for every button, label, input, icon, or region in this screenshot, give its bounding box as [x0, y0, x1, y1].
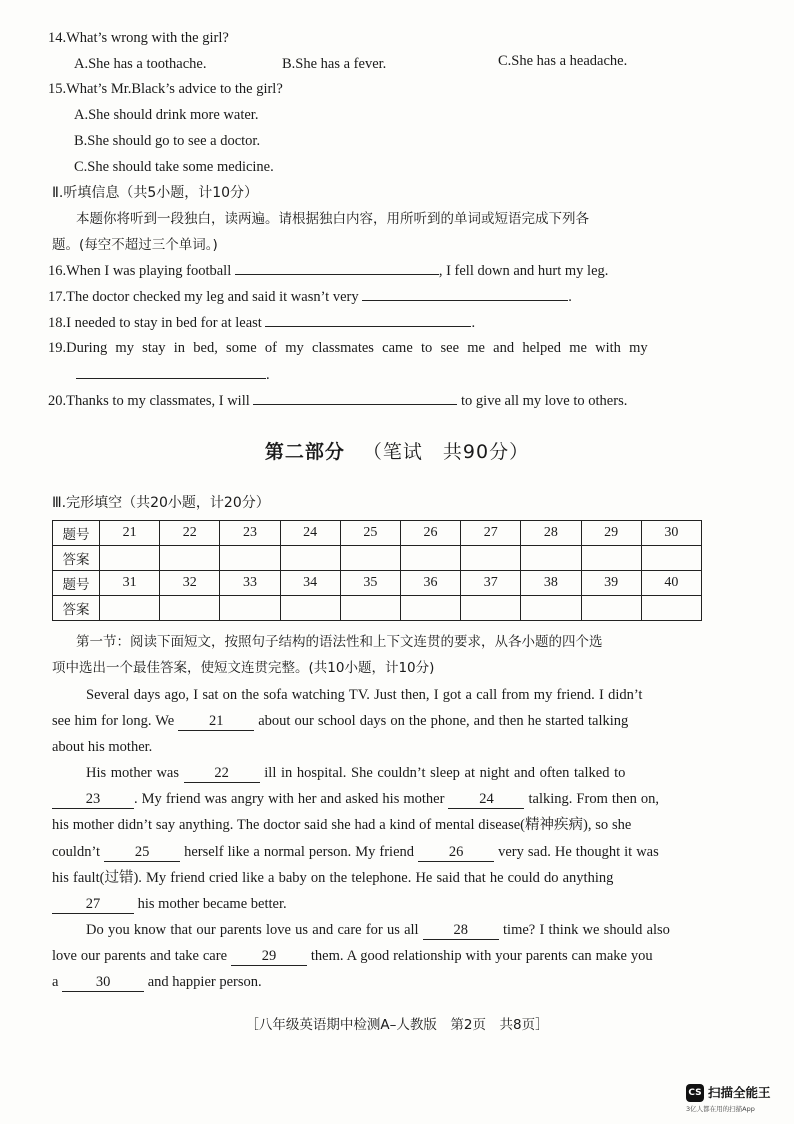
- answer-blank-16[interactable]: [235, 260, 439, 275]
- answer-cell[interactable]: [521, 596, 581, 621]
- passage-p2-line6: 27 his mother became better.: [52, 894, 702, 914]
- cloze-blank-27[interactable]: 27: [52, 895, 134, 914]
- answer-cell[interactable]: [581, 596, 641, 621]
- answer-blank-20[interactable]: [253, 390, 457, 405]
- passage-p1-line2: see him for long. We 21 about our school days on the phone, and then he started talking: [52, 713, 629, 729]
- passage-p2-line2: 23 . My friend was angry with her and asked his mother 24 talking. From then on,: [52, 789, 702, 809]
- scanner-watermark: [686, 1082, 790, 1116]
- answer-blank-18[interactable]: [265, 312, 471, 327]
- table-row-answers-2: [53, 596, 702, 621]
- cloze-blank-26[interactable]: 26: [418, 843, 494, 862]
- answer-cell[interactable]: [340, 546, 400, 571]
- cloze-blank-22[interactable]: 22: [184, 764, 260, 783]
- watermark-name: 扫描全能王: [708, 1085, 771, 1100]
- table-cell-number: 35: [340, 571, 400, 596]
- question-15-stem: 15.What’s Mr.Black’s advice to the girl?: [48, 81, 283, 97]
- table-label-answer: 答案: [53, 546, 100, 571]
- answer-cell[interactable]: [581, 546, 641, 571]
- question-14-stem: 14.What’s wrong with the girl?: [48, 30, 229, 46]
- part-2-title: 第二部分 （笔试 共90分）: [264, 441, 530, 463]
- table-cell-number: 25: [340, 521, 400, 546]
- cloze-blank-23[interactable]: 23: [52, 790, 134, 809]
- table-cell-number: 38: [521, 571, 581, 596]
- fill-question-20: 20.Thanks to my classmates, I will to give all my love to others.: [48, 390, 627, 411]
- fill-question-19: 19.During my stay in bed, some of my classmates came to see me and helped me with my: [48, 340, 648, 356]
- fill-question-19-cont: .: [76, 364, 270, 385]
- cloze-blank-21[interactable]: 21: [178, 712, 254, 731]
- answer-cell[interactable]: [100, 546, 160, 571]
- answer-blank-17[interactable]: [362, 286, 568, 301]
- table-cell-number: 29: [581, 521, 641, 546]
- fill-question-17: 17.The doctor checked my leg and said it wasn’t very .: [48, 286, 572, 307]
- table-row-question-numbers-1: [53, 521, 702, 546]
- section-2-instructions-line1: 本题你将听到一段独白，读两遍。请根据独白内容，用所听到的单词或短语完成下列各: [76, 211, 589, 227]
- table-cell-number: 34: [280, 571, 340, 596]
- passage-p1-line3: about his mother.: [52, 739, 153, 755]
- cs-logo-icon: CS: [686, 1084, 704, 1102]
- passage-p3-line3: a 30 and happier person.: [52, 974, 262, 990]
- table-cell-number: 33: [220, 571, 280, 596]
- cloze-blank-25[interactable]: 25: [104, 843, 180, 862]
- table-cell-number: 30: [641, 521, 701, 546]
- answer-cell[interactable]: [220, 546, 280, 571]
- section-3-heading: Ⅲ.完形填空（共20小题，计20分）: [52, 495, 270, 511]
- passage-p2-line4: couldn’t 25 herself like a normal person. My friend 26 very sad. He thought it was: [52, 844, 659, 860]
- table-cell-number: 32: [160, 571, 220, 596]
- passage-p2-line1: His mother was 22 ill in hospital. She couldn’t sleep at night and often talked to: [86, 765, 626, 781]
- cloze-blank-29[interactable]: 29: [231, 947, 307, 966]
- table-label-question: 题号: [53, 571, 100, 596]
- answer-cell[interactable]: [340, 596, 400, 621]
- section-2-instructions-line2: 题。(每空不超过三个单词。): [52, 237, 218, 253]
- page-footer: ［八年级英语期中检测A–人教版 第2页 共8页］: [245, 1017, 549, 1033]
- answer-sheet-table: [52, 520, 702, 621]
- table-cell-number: 27: [461, 521, 521, 546]
- table-cell-number: 21: [100, 521, 160, 546]
- cloze-blank-28[interactable]: 28: [423, 921, 499, 940]
- answer-cell[interactable]: [400, 546, 460, 571]
- watermark-tagline: 3亿人都在用的扫描App: [686, 1105, 755, 1113]
- answer-cell[interactable]: [400, 596, 460, 621]
- answer-cell[interactable]: [641, 546, 701, 571]
- cloze-blank-30[interactable]: 30: [62, 973, 144, 992]
- answer-cell[interactable]: [280, 546, 340, 571]
- table-cell-number: 36: [400, 571, 460, 596]
- answer-blank-19[interactable]: [76, 364, 266, 379]
- answer-cell[interactable]: [160, 596, 220, 621]
- answer-cell[interactable]: [160, 546, 220, 571]
- answer-cell[interactable]: [641, 596, 701, 621]
- passage-p2-line3: his mother didn’t say anything. The doctor said she had a kind of mental disease(精神疾病), so she: [52, 817, 632, 833]
- question-14-option-a: A.She has a toothache.: [74, 56, 207, 72]
- table-row-answers-1: [53, 546, 702, 571]
- table-cell-number: 39: [581, 571, 641, 596]
- table-cell-number: 37: [461, 571, 521, 596]
- question-15-option-a: A.She should drink more water.: [74, 107, 259, 123]
- table-row-question-numbers-2: [53, 571, 702, 596]
- question-14-option-b: B.She has a fever.: [282, 56, 387, 72]
- question-15-option-c: C.She should take some medicine.: [74, 159, 274, 175]
- table-cell-number: 23: [220, 521, 280, 546]
- cloze-blank-24[interactable]: 24: [448, 790, 524, 809]
- table-cell-number: 31: [100, 571, 160, 596]
- answer-cell[interactable]: [521, 546, 581, 571]
- table-cell-number: 24: [280, 521, 340, 546]
- table-cell-number: 28: [521, 521, 581, 546]
- answer-cell[interactable]: [220, 596, 280, 621]
- table-cell-number: 40: [641, 571, 701, 596]
- table-cell-number: 26: [400, 521, 460, 546]
- answer-cell[interactable]: [461, 596, 521, 621]
- passage-p3-line1: Do you know that our parents love us and care for us all 28 time? I think we should also: [86, 922, 670, 938]
- question-15-option-b: B.She should go to see a doctor.: [74, 133, 261, 149]
- passage-p2-line5: his fault(过错). My friend cried like a baby on the telephone. He said that he could do anything: [52, 870, 614, 886]
- fill-question-16: 16.When I was playing football , I fell down and hurt my leg.: [48, 260, 608, 281]
- answer-cell[interactable]: [280, 596, 340, 621]
- table-label-answer: 答案: [53, 596, 100, 621]
- answer-cell[interactable]: [100, 596, 160, 621]
- cloze-instructions-line1: 第一节：阅读下面短文，按照句子结构的语法性和上下文连贯的要求，从各小题的四个选: [76, 634, 603, 650]
- table-label-question: 题号: [53, 521, 100, 546]
- table-cell-number: 22: [160, 521, 220, 546]
- section-2-heading: Ⅱ.听填信息（共5小题，计10分）: [52, 185, 259, 201]
- cloze-instructions-line2: 项中选出一个最佳答案，使短文连贯完整。(共10小题，计10分): [52, 660, 435, 676]
- question-14-option-c: C.She has a headache.: [498, 53, 628, 69]
- passage-p1-line1: Several days ago, I sat on the sofa watching TV. Just then, I got a call from my friend. I didn’t: [86, 687, 643, 703]
- fill-question-18: 18.I needed to stay in bed for at least .: [48, 312, 475, 333]
- answer-cell[interactable]: [461, 546, 521, 571]
- passage-p3-line2: love our parents and take care 29 them. A good relationship with your parents can make you: [52, 948, 653, 964]
